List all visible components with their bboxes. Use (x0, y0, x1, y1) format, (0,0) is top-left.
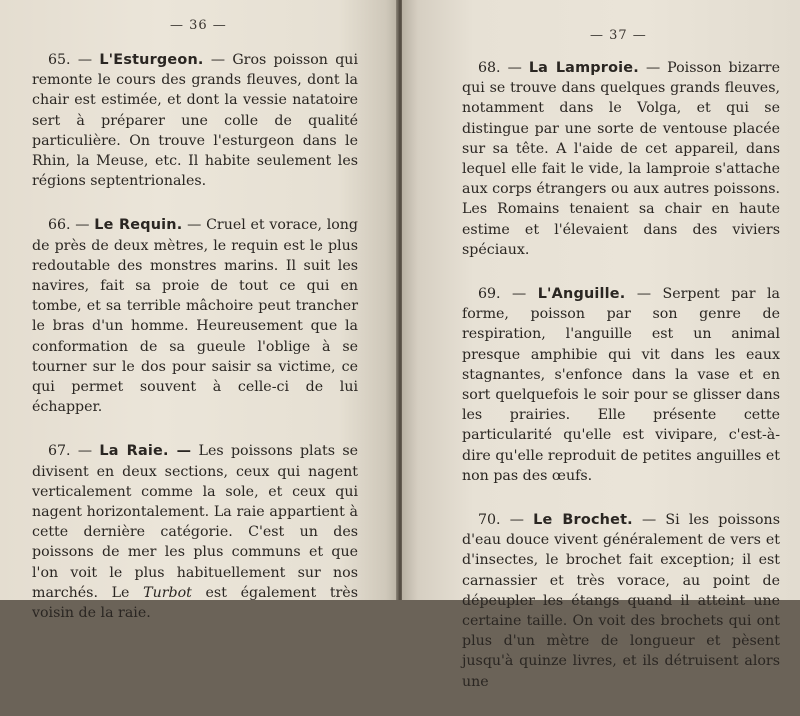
entry-text-continued: est également très voisin de la raie. (32, 584, 358, 622)
right-page-text (462, 58, 780, 716)
entry-number: 66. — (48, 217, 90, 234)
entry-text: — Serpent par la forme, poisson par son genre de respiration, l'anguille est un animal presque amphibie qui vit dans les eaux stagnantes, s'enfonce dans la vase et en sort quelquefois le soir pour se glisser dans les prairies. Elle présente cette particularité qu'elle est vivipare, c'est-à-dire qu'elle reproduit de petites anguilles et non pas des œufs. (462, 286, 780, 484)
entry-text: — Gros poisson qui remonte le cours des grands fleuves, dont la chair est estimée, et dont la vessie natatoire sert à préparer une colle de qualité particulière. On trouve l'esturgeon dans le Rhin, la Meuse, etc. Il habite seulement les régions septentrionales. (32, 52, 358, 190)
left-page (0, 0, 398, 622)
entry-title: Le Requin. (94, 217, 183, 234)
page-number-right: — 37 — (590, 28, 647, 43)
entry-text: — Si les poissons d'eau douce vivent généralement de vers et d'insectes, le brochet fait exception; il est carnassier et très vorace, au point de dépeupler les étangs quand il atteint une certaine taille. On voit des brochets qui ont plus d'un mètre de longueur et pèsent jusqu'à quinze livres, et ils détruisent alors une (462, 512, 780, 690)
entry-brochet (462, 510, 780, 692)
entry-esturgeon (32, 50, 358, 191)
entry-italic-term: Turbot (143, 584, 192, 601)
entry-number: 65. — (48, 52, 93, 68)
entry-title: L'Esturgeon. (99, 52, 204, 68)
entry-anguille (462, 284, 780, 486)
entry-lamproie (462, 58, 780, 260)
entry-title: L'Anguille. (537, 286, 626, 303)
entry-number: 67. — (48, 443, 93, 460)
entry-title: La Raie. — (99, 443, 192, 460)
left-page-text (32, 50, 358, 647)
page-number-left: — 36 — (170, 18, 227, 33)
entry-title: La Lamproie. (528, 60, 639, 76)
entry-number: 70. — (478, 512, 524, 529)
right-page (402, 0, 800, 690)
entry-text: — Cruel et vorace, long de près de deux mètres, le requin est le plus redoutable des monstres marins. Il suit les navires, fait sa proie de tout ce qui en tombe, et sa terrible mâchoire peut trancher le bras d'un homme. Heureusement que la conformation de sa gueule l'oblige à se tourner sur le dos pour saisir sa victime, ce qui permet souvent à celle-ci de lui échapper. (32, 217, 358, 416)
entry-requin (32, 215, 358, 417)
entry-text: — Poisson bizarre qui se trouve dans quelques grands fleuves, notamment dans le Volga, et qui se distingue par une sorte de ventouse placée sur sa tête. A l'aide de cet appareil, dans lequel elle fait le vide, la lamproie s'attache aux corps étrangers ou aux autres poissons. Les Romains tenaient sa chair en haute estime et l'élevaient dans des viviers spéciaux. (462, 60, 780, 258)
entry-text: Les poissons plats se divisent en deux sections, ceux qui nagent verticalement comme la sole, et ceux qui nagent horizontalement. La raie appartient à cette dernière catégorie. C'est un des poissons de mer les plus communs et que l'on voit le plus habituellement sur nos marchés. Le (32, 443, 358, 601)
entry-number: 68. — (478, 60, 522, 76)
entry-number: 69. — (478, 286, 527, 303)
entry-raie (32, 441, 358, 623)
entry-title: Le Brochet. (533, 512, 633, 529)
